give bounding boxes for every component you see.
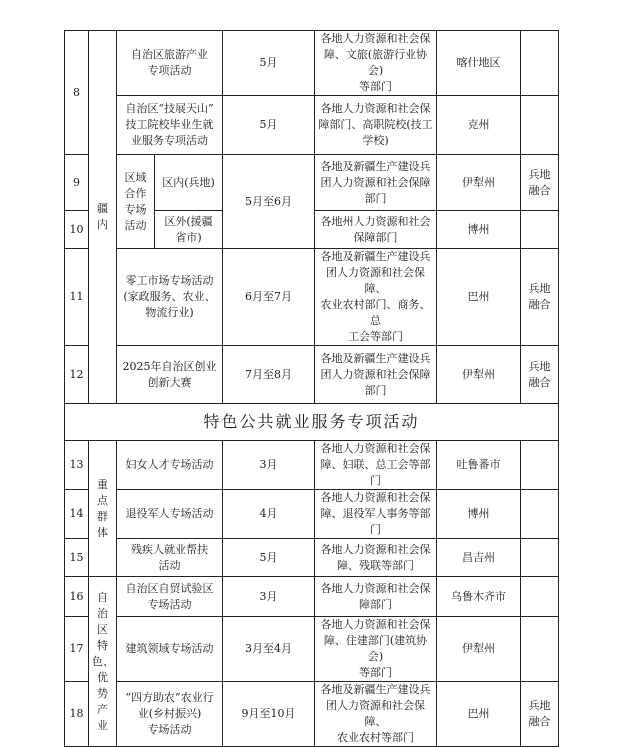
row-number: 8 — [65, 31, 89, 155]
remark: 兵地 融合 — [521, 682, 559, 747]
activity-name: 2025年自治区创业 创新大赛 — [117, 346, 223, 404]
activity-time: 3月 — [223, 441, 315, 490]
host-region: 博州 — [437, 490, 521, 539]
organizer: 各地及新疆生产建设兵 团人力资源和社会保障 部门 — [315, 155, 437, 211]
remark — [521, 211, 559, 249]
remark — [521, 539, 559, 577]
section-row — [65, 404, 559, 441]
table-row — [65, 31, 559, 96]
organizer: 各地人力资源和社会保 障、妇联、总工会等部门 — [315, 441, 437, 490]
table-row — [65, 490, 559, 539]
organizer: 各地人力资源和社会保 障、残联等部门 — [315, 539, 437, 577]
row-number: 12 — [65, 346, 89, 404]
activity-time: 5月 — [223, 96, 315, 155]
row-number: 15 — [65, 539, 89, 577]
remark — [521, 31, 559, 96]
row-number: 10 — [65, 211, 89, 249]
activity-name: 区内(兵地) — [155, 155, 223, 211]
organizer: 各地人力资源和社会保 障、退役军人事务等部门 — [315, 490, 437, 539]
organizer: 各地及新疆生产建设兵 团人力资源和社会保障 部门 — [315, 346, 437, 404]
table-row — [65, 346, 559, 404]
remark: 兵地 融合 — [521, 346, 559, 404]
organizer: 各地人力资源和社会保 障、住建部门(建筑协会) 等部门 — [315, 617, 437, 682]
activity-name: “四方助农”农业行 业(乡村振兴) 专场活动 — [117, 682, 223, 747]
host-region: 昌吉州 — [437, 539, 521, 577]
activity-time: 5月 — [223, 539, 315, 577]
row-number: 9 — [65, 155, 89, 211]
row-number: 17 — [65, 617, 89, 682]
table-row — [65, 249, 559, 346]
remark: 兵地 融合 — [521, 155, 559, 211]
host-region: 伊犁州 — [437, 155, 521, 211]
activity-time: 3月至4月 — [223, 617, 315, 682]
row-number: 11 — [65, 249, 89, 346]
row-number: 13 — [65, 441, 89, 490]
host-region: 伊犁州 — [437, 346, 521, 404]
activity-name: 残疾人就业帮扶 活动 — [117, 539, 223, 577]
activity-time: 9月至10月 — [223, 682, 315, 747]
table-row — [65, 617, 559, 682]
host-region: 吐鲁番市 — [437, 441, 521, 490]
activity-time: 7月至8月 — [223, 346, 315, 404]
table-row — [65, 539, 559, 577]
group-label-jiangnei: 疆内 — [89, 31, 117, 404]
host-region: 伊犁州 — [437, 617, 521, 682]
organizer: 各地人力资源和社会保 障部门、高职院校(技工 学校) — [315, 96, 437, 155]
section-title: 特色公共就业服务专项活动 — [65, 404, 559, 441]
activity-name: 零工市场专场活动 (家政服务、农业、 物流行业) — [117, 249, 223, 346]
remark — [521, 490, 559, 539]
table-row — [65, 155, 559, 211]
remark — [521, 617, 559, 682]
host-region: 喀什地区 — [437, 31, 521, 96]
organizer: 各地人力资源和社会保 障、文旅(旅游行业协会) 等部门 — [315, 31, 437, 96]
table-row — [65, 577, 559, 617]
activity-name: 自治区旅游产业 专项活动 — [117, 31, 223, 96]
activity-time: 6月至7月 — [223, 249, 315, 346]
activity-time: 5月至6月 — [223, 155, 315, 249]
group-label-tese: 自治 区特 色、 优势 产业 — [89, 577, 117, 747]
activity-time: 3月 — [223, 577, 315, 617]
row-number: 16 — [65, 577, 89, 617]
row-number: 14 — [65, 490, 89, 539]
remark: 兵地 融合 — [521, 249, 559, 346]
host-region: 巴州 — [437, 249, 521, 346]
activity-name: 自治区自贸试验区 专场活动 — [117, 577, 223, 617]
activity-time: 4月 — [223, 490, 315, 539]
table-row — [65, 96, 559, 155]
row-number: 18 — [65, 682, 89, 747]
group-label-quyu: 区域 合作 专场 活动 — [117, 155, 155, 249]
activity-name: 建筑领域专场活动 — [117, 617, 223, 682]
organizer: 各地州人力资源和社会 保障部门 — [315, 211, 437, 249]
host-region: 博州 — [437, 211, 521, 249]
table-row — [65, 441, 559, 490]
host-region: 克州 — [437, 96, 521, 155]
activity-name: 妇女人才专场活动 — [117, 441, 223, 490]
table-row — [65, 682, 559, 747]
remark — [521, 96, 559, 155]
activity-name: 自治区“技展天山” 技工院校毕业生就 业服务专项活动 — [117, 96, 223, 155]
group-label-zhongdian: 重点 群体 — [89, 441, 117, 577]
remark — [521, 441, 559, 490]
activity-name: 退役军人专场活动 — [117, 490, 223, 539]
organizer: 各地及新疆生产建设兵 团人力资源和社会保障、 农业农村部门、商务、总 工会等部门 — [315, 249, 437, 346]
host-region: 乌鲁木齐市 — [437, 577, 521, 617]
organizer: 各地人力资源和社会保 障部门 — [315, 577, 437, 617]
activity-table — [64, 30, 559, 747]
activity-time: 5月 — [223, 31, 315, 96]
organizer: 各地及新疆生产建设兵 团人力资源和社会保障、 农业农村等部门 — [315, 682, 437, 747]
host-region: 巴州 — [437, 682, 521, 747]
activity-name: 区外(援疆 省市) — [155, 211, 223, 249]
remark — [521, 577, 559, 617]
